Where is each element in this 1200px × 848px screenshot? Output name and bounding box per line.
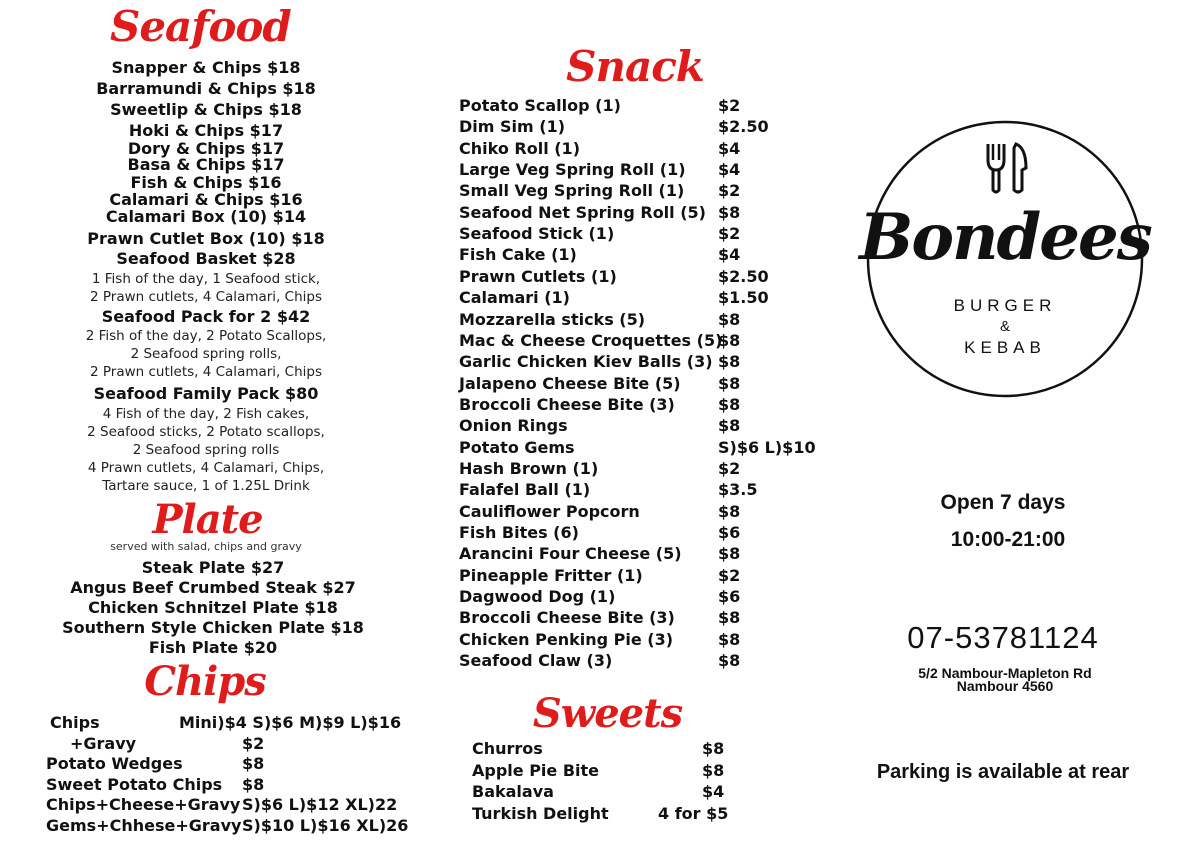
snack-item-name: Large Veg Spring Roll (1) [459, 160, 686, 180]
snack-item-name: Pineapple Fritter (1) [459, 565, 643, 585]
seafood-item-description: 1 Fish of the day, 1 Seafood stick, [91, 271, 321, 287]
snack-item-price: $8 [718, 202, 741, 222]
chips-item-name: Sweet Potato Chips [46, 774, 223, 794]
snack-item-price: $8 [718, 373, 741, 393]
seafood-menu-item: Fish & Chips $16 [130, 173, 282, 192]
chips-item-name: Gems+Chhese+Gravy [46, 815, 242, 835]
open-days: Open 7 days [940, 491, 1066, 514]
snack-item-name: Falafel Ball (1) [459, 480, 591, 500]
snack-item-name: Seafood Stick (1) [459, 224, 615, 244]
snack-item-price: $4 [718, 245, 741, 265]
snack-item-name: Seafood Net Spring Roll (5) [459, 202, 706, 222]
snack-item-price: $2 [718, 458, 741, 478]
snack-item-name: Onion Rings [459, 416, 568, 436]
snack-item-name: Garlic Chicken Kiev Balls (3) [459, 352, 713, 372]
seafood-menu-item: Seafood Family Pack $80 [93, 384, 319, 403]
snack-item-name: Dim Sim (1) [459, 117, 566, 137]
snack-item-name: Broccoli Cheese Bite (3) [459, 394, 675, 414]
seafood-item-description: 2 Prawn cutlets, 4 Calamari, Chips [90, 364, 322, 380]
snack-item-name: Mac & Cheese Croquettes (5) [459, 330, 723, 350]
sweets-item-price: $4 [702, 782, 725, 801]
snack-item-name: Small Veg Spring Roll (1) [459, 181, 685, 201]
seafood-menu-item: Barramundi & Chips $18 [96, 79, 316, 98]
snack-item-name: Seafood Claw (3) [459, 651, 613, 671]
snack-item-price: $2 [718, 565, 741, 585]
brand-line-kebab: KEBAB [964, 338, 1046, 357]
snack-item-name: Chiko Roll (1) [459, 138, 580, 158]
snack-item-price: $8 [718, 651, 741, 671]
snack-item-name: Hash Brown (1) [459, 458, 599, 478]
snack-item-price: $1.50 [718, 288, 769, 308]
snack-item-price: $8 [718, 330, 741, 350]
snack-item-price: $6 [718, 587, 741, 607]
snack-item-price: $8 [718, 501, 741, 521]
snack-item-name: Fish Cake (1) [459, 245, 577, 265]
brand-logo [859, 118, 1151, 400]
sweets-item-price: $8 [702, 760, 725, 780]
snack-item-name: Prawn Cutlets (1) [459, 266, 617, 286]
fork-knife-icon [978, 140, 1038, 196]
seafood-item-description: 2 Seafood spring rolls, [130, 346, 282, 362]
phone-number[interactable]: 07-53781124 [907, 620, 1099, 655]
snack-item-price: $2 [718, 181, 741, 201]
snack-item-price: $8 [718, 309, 741, 329]
snack-item-price: $2 [718, 224, 741, 244]
sweets-item-name: Bakalava [472, 782, 554, 801]
seafood-menu-item: Seafood Pack for 2 $42 [101, 307, 311, 326]
sweets-item-name: Churros [472, 739, 543, 758]
seafood-menu-item: Snapper & Chips $18 [111, 58, 301, 77]
chips-title: Chips [144, 658, 266, 705]
snack-item-name: Calamari (1) [459, 288, 570, 308]
seafood-menu-item: Seafood Basket $28 [116, 249, 296, 268]
chips-item-price: $2 [242, 733, 265, 753]
snack-item-name: Fish Bites (6) [459, 523, 579, 542]
seafood-menu-item: Dory & Chips $17 [127, 139, 285, 158]
sweets-title: Sweets [532, 690, 683, 737]
snack-item-price: S)$6 L)$10 [718, 437, 816, 457]
snack-item-name: Mozzarella sticks (5) [459, 309, 646, 329]
snack-item-name: Cauliflower Popcorn [459, 501, 640, 521]
snack-item-name: Arancini Four Cheese (5) [459, 544, 682, 564]
plate-menu-item: Steak Plate $27 [141, 558, 285, 577]
seafood-title: Seafood [110, 2, 291, 51]
seafood-menu-item: Sweetlip & Chips $18 [110, 100, 302, 119]
brand-line-burger: BURGER [953, 296, 1057, 315]
seafood-menu-item: Basa & Chips $17 [127, 155, 285, 174]
parking-note: Parking is available at rear [876, 761, 1130, 783]
seafood-menu-item: Calamari Box (10) $14 [105, 207, 307, 226]
snack-item-price: $2.50 [718, 117, 769, 137]
seafood-menu-item: Prawn Cutlet Box (10) $18 [87, 229, 325, 248]
snack-item-name: Broccoli Cheese Bite (3) [459, 608, 675, 628]
snack-item-price: $3.5 [718, 480, 758, 500]
address-line-1: 5/2 Nambour-Mapleton Rd [918, 665, 1092, 681]
snack-item-price: $6 [718, 523, 741, 542]
plate-menu-item: Southern Style Chicken Plate $18 [62, 618, 364, 637]
chips-item-price: S)$6 L)$12 XL)22 [242, 795, 398, 814]
plate-note: served with salad, chips and gravy [110, 540, 302, 553]
snack-item-name: Chicken Penking Pie (3) [459, 629, 674, 649]
plate-menu-item: Fish Plate $20 [148, 638, 278, 657]
chips-item-name: Potato Wedges [46, 754, 183, 773]
chips-item-price: Mini)$4 S)$6 M)$9 L)$16 [179, 713, 402, 732]
seafood-item-description: 2 Prawn cutlets, 4 Calamari, Chips [90, 289, 322, 305]
chips-item-price: $8 [242, 754, 265, 773]
snack-item-price: $8 [718, 608, 741, 628]
snack-item-name: Potato Scallop (1) [459, 96, 621, 115]
chips-item-price: $8 [242, 774, 265, 794]
seafood-menu-item: Calamari & Chips $16 [109, 190, 303, 209]
chips-item-price: S)$10 L)$16 XL)26 [242, 815, 409, 835]
chips-item-name: Chips+Cheese+Gravy [46, 795, 241, 814]
snack-item-price: $8 [718, 544, 741, 564]
seafood-item-description: 2 Fish of the day, 2 Potato Scallops, [85, 328, 327, 344]
snack-item-price: $8 [718, 352, 741, 372]
snack-item-name: Potato Gems [459, 437, 575, 457]
plate-menu-item: Chicken Schnitzel Plate $18 [88, 598, 338, 617]
snack-title: Snack [566, 42, 704, 91]
snack-item-price: $4 [718, 160, 741, 180]
sweets-item-price: 4 for $5 [658, 803, 729, 823]
snack-item-price: $8 [718, 394, 741, 414]
snack-item-price: $2.50 [718, 266, 769, 286]
plate-title: Plate [152, 496, 263, 543]
sweets-item-name: Turkish Delight [472, 803, 609, 823]
seafood-item-description: 4 Fish of the day, 2 Fish cakes, [102, 406, 310, 422]
seafood-item-description: 2 Seafood spring rolls [132, 442, 280, 458]
address-line-2: Nambour 4560 [956, 678, 1054, 694]
seafood-item-description: Tartare sauce, 1 of 1.25L Drink [102, 478, 310, 494]
snack-item-price: $2 [718, 96, 741, 115]
seafood-item-description: 2 Seafood sticks, 2 Potato scallops, [87, 424, 325, 440]
snack-item-price: $4 [718, 138, 741, 158]
snack-item-price: $8 [718, 629, 741, 649]
brand-line-amp: & [999, 318, 1010, 335]
chips-item-name: Chips [50, 713, 100, 732]
seafood-menu-item: Hoki & Chips $17 [128, 121, 284, 140]
sweets-item-price: $8 [702, 739, 725, 758]
snack-item-name: Jalapeno Cheese Bite (5) [459, 373, 681, 393]
snack-item-price: $8 [718, 416, 741, 436]
seafood-item-description: 4 Prawn cutlets, 4 Calamari, Chips, [87, 460, 325, 476]
plate-menu-item: Angus Beef Crumbed Steak $27 [70, 578, 356, 597]
chips-item-name: +Gravy [70, 733, 137, 753]
opening-hours: 10:00-21:00 [950, 528, 1066, 551]
sweets-item-name: Apple Pie Bite [472, 760, 600, 780]
snack-item-name: Dagwood Dog (1) [459, 587, 616, 607]
brand-name: Bondees [859, 200, 1151, 275]
